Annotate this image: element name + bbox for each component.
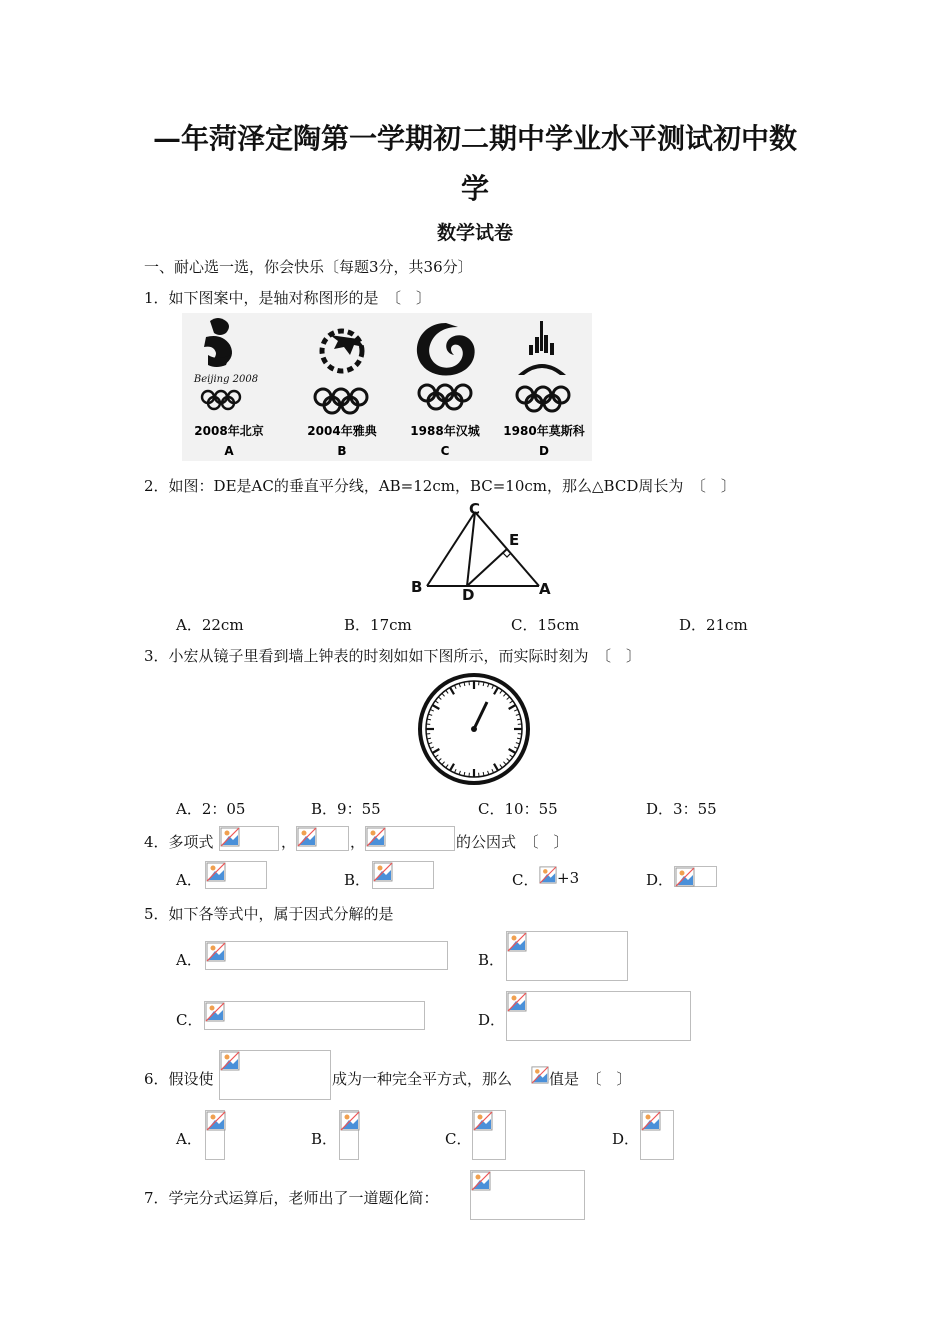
broken-image-icon [366,827,386,847]
logo-c-year: 1988年汉城 [410,424,480,438]
formula-image-1 [219,826,279,851]
q4-option-b-label[interactable]: B． [344,871,371,889]
question-4-sep1: ， [281,833,297,851]
q7-expression-image [470,1170,585,1220]
broken-image-icon [641,1111,661,1131]
label-c: C [469,500,481,518]
question-6-middle: 成为一种完全平方式，那么 [332,1070,513,1088]
broken-image-icon [473,1111,493,1131]
question-2-text: 2．如图：DE是AC的垂直平分线，AB=12cm，BC=10cm，那么△BCD周长为 〔 〕 [144,477,736,495]
question-4-prefix: 4．多项式 [144,833,214,851]
broken-image-icon [507,932,527,952]
section-heading: 一、耐心选一选，你会快乐〔每题3分，共36分〕 [144,258,473,276]
question-4-suffix: 的公因式 〔 〕 [456,833,569,851]
q3-option-b[interactable]: B．9：55 [311,800,381,818]
q6-option-c-label[interactable]: C． [445,1130,472,1148]
q2-option-b[interactable]: B．17cm [344,616,412,634]
q6-option-b-label[interactable]: B． [311,1130,338,1148]
q2-option-a[interactable]: A．22cm [176,616,244,634]
formula-image-3 [365,826,455,851]
q5-option-a-image[interactable] [205,941,448,970]
q4-option-d-label[interactable]: D． [646,871,674,889]
logo-b-letter: B [337,444,347,458]
logo-d-year: 1980年莫斯科 [503,424,585,438]
q4-option-c-image[interactable] [539,866,557,886]
logo-d-letter: D [539,444,549,458]
q2-option-d[interactable]: D．21cm [679,616,748,634]
clock-center [471,726,477,732]
question-7-text: 7．学完分式运算后，老师出了一道题化简： [144,1189,439,1207]
q5-option-d-image[interactable] [506,991,691,1041]
logo-b-year: 2004年雅典 [307,424,377,438]
label-e: E [509,531,520,549]
clock-figure [417,672,531,786]
q5-option-d-label[interactable]: D． [478,1011,506,1029]
broken-image-icon [297,827,317,847]
right-angle-mark [503,553,511,557]
q4-option-c-tail: +3 [557,869,580,887]
broken-image-icon [675,867,695,887]
broken-image-icon [220,827,240,847]
q6-option-a-image[interactable] [205,1110,225,1160]
page-subtitle: 数学试卷 [436,222,513,244]
broken-image-icon [531,1066,549,1084]
broken-image-icon [539,866,557,884]
q6-variable-image [531,1066,549,1085]
q5-option-c-label[interactable]: C． [176,1011,203,1029]
segment-de [467,549,507,586]
page-title-line1: —年菏泽定陶第一学期初二期中学业水平测试初中数 [152,122,797,155]
svg-text:Beijing 2008: Beijing 2008 [193,374,259,385]
broken-image-icon [507,992,527,1012]
logo-a-letter: A [224,444,234,458]
label-b: B [411,578,423,596]
question-1-text: 1．如下图案中，是轴对称图形的是 〔 〕 [144,289,432,307]
broken-image-icon [206,942,226,962]
question-6-suffix: 值是 〔 〕 [549,1070,632,1088]
broken-image-icon [206,862,226,882]
logo-c-letter: C [440,444,450,458]
q5-option-b-label[interactable]: B． [478,951,505,969]
question-5-text: 5．如下各等式中，属于因式分解的是 [144,905,394,923]
broken-image-icon [373,862,393,882]
q5-option-a-label[interactable]: A． [176,951,202,969]
olympic-logos-figure [182,313,592,461]
q6-option-c-image[interactable] [472,1110,506,1160]
q4-option-a-image[interactable] [205,861,267,889]
formula-image-2 [296,826,349,851]
q2-option-c[interactable]: C．15cm [511,616,580,634]
broken-image-icon [206,1111,226,1131]
broken-image-icon [471,1171,491,1191]
triangle-figure [405,500,565,604]
q3-option-d[interactable]: D．3：55 [646,800,717,818]
q6-expression-image [219,1050,331,1100]
q4-option-a-label[interactable]: A． [176,871,202,889]
question-4-sep2: ， [350,833,366,851]
q4-option-c-label[interactable]: C． [512,871,539,889]
broken-image-icon [205,1002,225,1022]
q4-option-d-image[interactable] [674,866,717,887]
q6-option-b-image[interactable] [339,1110,359,1160]
q6-option-d-image[interactable] [640,1110,674,1160]
label-a: A [539,580,551,598]
broken-image-icon [340,1111,360,1131]
q4-option-b-image[interactable] [372,861,434,889]
q5-option-b-image[interactable] [506,931,628,981]
q6-option-d-label[interactable]: D． [612,1130,640,1148]
label-d: D [462,586,475,604]
page-title-line2: 学 [460,172,489,205]
q3-option-a[interactable]: A．2：05 [176,800,246,818]
logo-a-year: 2008年北京 [194,424,264,438]
question-6-prefix: 6．假设使 [144,1070,214,1088]
broken-image-icon [220,1051,240,1071]
q3-option-c[interactable]: C．10：55 [478,800,558,818]
question-3-text: 3．小宏从镜子里看到墙上钟表的时刻如如下图所示，而实际时刻为 〔 〕 [144,647,642,665]
q6-option-a-label[interactable]: A． [176,1130,202,1148]
q5-option-c-image[interactable] [204,1001,425,1030]
